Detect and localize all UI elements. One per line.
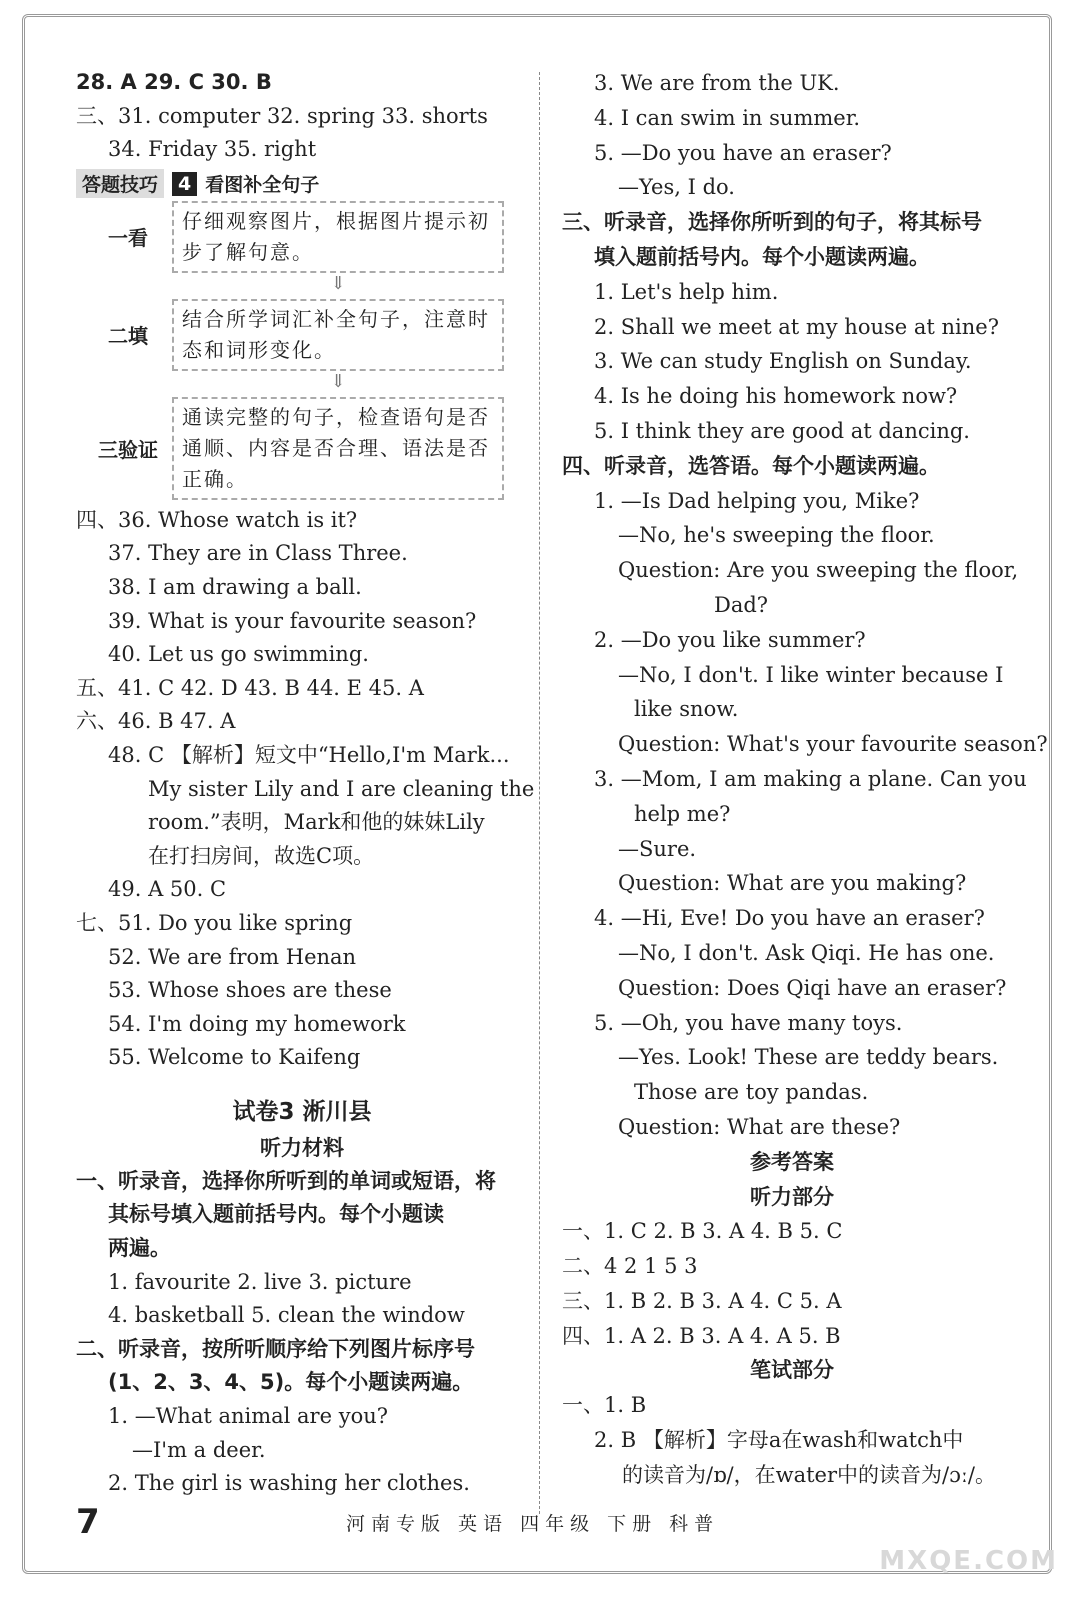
answer-line: 52. We are from Henan xyxy=(108,944,357,969)
answer-line: 40. Let us go swimming. xyxy=(108,642,369,667)
listening-line: 4. Is he doing his homework now? xyxy=(594,384,958,409)
tip-steps xyxy=(84,201,504,500)
step-text: 仔细观察图片，根据图片提示初步了解句意。 xyxy=(172,201,504,273)
answer-line: 的读音为/ɒ/，在water中的读音为/ɔː/。 xyxy=(622,1462,996,1487)
listening-line: 2. Shall we meet at my house at nine? xyxy=(594,314,999,339)
answer-line: 四、1. A 2. B 3. A 4. A 5. B xyxy=(562,1323,841,1348)
listening-line: Question: What are these? xyxy=(618,1114,901,1139)
answer-line: 37. They are in Class Three. xyxy=(108,541,408,566)
listening-part-title: 听力部分 xyxy=(750,1184,834,1209)
answer-line: 39. What is your favourite season? xyxy=(108,608,477,633)
listening-line: 1. favourite 2. live 3. picture xyxy=(108,1269,412,1294)
listening-line: Question: What are you making? xyxy=(618,871,967,896)
answer-line: 三、31. computer 32. spring 33. shorts xyxy=(76,103,488,128)
answer-line: 2. B 【解析】字母a在wash和watch中 xyxy=(594,1428,964,1453)
tip-header xyxy=(76,167,528,201)
book-info: 河南专版 英语 四年级 下册 科普 xyxy=(346,1512,720,1535)
listening-title: 听力材料 xyxy=(260,1135,344,1160)
listening-line: 1. —Is Dad helping you, Mike? xyxy=(594,488,920,513)
answer-line: room.”表明，Mark和他的妹妹Lily xyxy=(148,810,485,835)
listening-line: —No, I don't. I like winter because I xyxy=(618,662,1004,687)
listening-line: Question: What's your favourite season? xyxy=(618,732,1048,757)
page-footer xyxy=(76,1497,1016,1547)
section-heading: 填入题前括号内。每个小题读两遍。 xyxy=(594,244,930,269)
tip-step xyxy=(84,397,504,500)
listening-line: 2. —Do you like summer? xyxy=(594,627,866,652)
answer-line: 48. C 【解析】短文中“Hello,I'm Mark... xyxy=(108,742,510,767)
answer-line: 49. A 50. C xyxy=(108,877,227,902)
tip-number: 4 xyxy=(172,172,197,196)
tip-title: 看图补全句子 xyxy=(205,174,320,197)
page-number: 7 xyxy=(76,1502,100,1542)
listening-line: 5. —Oh, you have many toys. xyxy=(594,1010,903,1035)
answer-line: 55. Welcome to Kaifeng xyxy=(108,1045,361,1070)
answer-line: 七、51. Do you like spring xyxy=(76,910,353,935)
listening-line: Question: Does Qiqi have an eraser? xyxy=(618,975,1007,1000)
section-heading: 其标号填入题前括号内。每个小题读 xyxy=(108,1202,444,1227)
listening-line: 1. —What animal are you? xyxy=(108,1404,388,1429)
down-arrow-icon: ⇓ xyxy=(330,272,346,294)
answer-line: 28. A 29. C 30. B xyxy=(76,70,272,94)
step-text: 通读完整的句子，检查语句是否通顺、内容是否合理、语法是否正确。 xyxy=(172,397,504,500)
listening-line: —No, I don't. Ask Qiqi. He has one. xyxy=(618,940,995,965)
listening-line: —Yes, I do. xyxy=(618,175,735,200)
answers-title: 参考答案 xyxy=(750,1149,834,1174)
down-arrow-icon: ⇓ xyxy=(330,370,346,392)
listening-line: —No, he's sweeping the floor. xyxy=(618,523,935,548)
answer-line: My sister Lily and I are cleaning the xyxy=(148,776,535,801)
tip-label: 答题技巧 xyxy=(76,169,164,198)
listening-line: 5. I think they are good at dancing. xyxy=(594,418,970,443)
answer-line: 四、36. Whose watch is it? xyxy=(76,507,358,532)
listening-line: 3. We can study English on Sunday. xyxy=(594,349,972,374)
written-part-title: 笔试部分 xyxy=(750,1358,834,1383)
answer-line: 一、1. C 2. B 3. A 4. B 5. C xyxy=(562,1219,843,1244)
paper-title: 试卷3 淅川县 xyxy=(232,1098,372,1125)
listening-line: —Yes. Look! These are teddy bears. xyxy=(618,1045,999,1070)
listening-line: 4. basketball 5. clean the window xyxy=(108,1303,465,1328)
step-text: 结合所学词汇补全句子，注意时态和词形变化。 xyxy=(172,299,504,371)
watermark: MXQE.COM xyxy=(879,1546,1058,1576)
listening-line: —I'm a deer. xyxy=(132,1437,266,1462)
listening-line: 3. We are from the UK. xyxy=(594,71,840,95)
listening-line: Question: Are you sweeping the floor, xyxy=(618,558,1019,583)
listening-line: help me? xyxy=(634,801,731,826)
section-heading: 二、听录音，按所听顺序给下列图片标序号 xyxy=(76,1336,475,1361)
answer-line: 六、46. B 47. A xyxy=(76,709,236,734)
answer-line: 在打扫房间，故选C项。 xyxy=(148,843,375,868)
step-label: 二填 xyxy=(108,324,148,349)
listening-line: —Sure. xyxy=(618,836,697,861)
answer-line: 二、4 2 1 5 3 xyxy=(562,1254,698,1279)
column-divider xyxy=(539,72,540,1514)
listening-line: 3. —Mom, I am making a plane. Can you xyxy=(594,766,1027,791)
section-heading: 一、听录音，选择你所听到的单词或短语，将 xyxy=(76,1168,496,1193)
tip-step xyxy=(84,299,504,371)
listening-line: Those are toy pandas. xyxy=(634,1080,869,1105)
answer-line: 一、1. B xyxy=(562,1393,647,1418)
listening-line: 4. I can swim in summer. xyxy=(594,105,861,130)
answer-line: 34. Friday 35. right xyxy=(108,137,317,162)
answer-line: 38. I am drawing a ball. xyxy=(108,574,362,599)
answer-line: 三、1. B 2. B 3. A 4. C 5. A xyxy=(562,1288,842,1313)
section-heading: 四、听录音，选答语。每个小题读两遍。 xyxy=(562,453,940,478)
tip-step xyxy=(84,201,504,273)
section-heading: 三、听录音，选择你所听到的句子，将其标号 xyxy=(562,210,982,235)
step-label: 一看 xyxy=(108,226,148,251)
listening-line: Dad? xyxy=(714,592,769,617)
listening-line: 4. —Hi, Eve! Do you have an eraser? xyxy=(594,906,985,931)
answer-line: 53. Whose shoes are these xyxy=(108,978,392,1003)
listening-line: 2. The girl is washing her clothes. xyxy=(108,1471,470,1496)
section-heading: 两遍。 xyxy=(108,1236,171,1261)
listening-line: 5. —Do you have an eraser? xyxy=(594,140,892,165)
listening-line: 1. Let's help him. xyxy=(594,279,779,304)
answer-line: 五、41. C 42. D 43. B 44. E 45. A xyxy=(76,675,424,700)
answer-line: 54. I'm doing my homework xyxy=(108,1011,406,1036)
left-column xyxy=(76,66,535,1501)
section-heading: (1、2、3、4、5)。每个小题读两遍。 xyxy=(108,1370,474,1395)
step-label: 三验证 xyxy=(98,437,158,462)
listening-line: like snow. xyxy=(634,697,739,722)
right-column xyxy=(562,66,1048,1493)
